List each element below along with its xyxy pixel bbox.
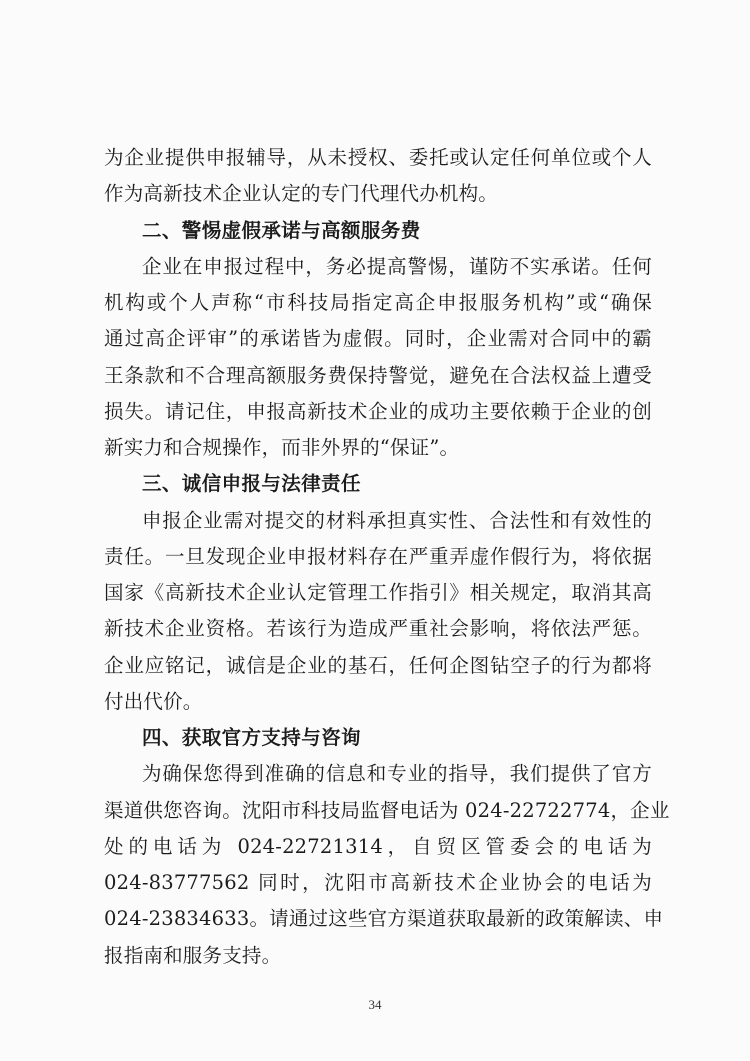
paragraph-line: 新实力和合规操作，而非外界的“保证”。	[104, 436, 460, 459]
paragraph-line: 机构或个人声称“市科技局指定高企申报服务机构”或“确保	[104, 291, 652, 314]
paragraph-line: 责任。一旦发现企业申报材料存在严重弄虚作假行为，将依据	[104, 544, 652, 568]
paragraph-line: 渠道供您咨询。沈阳市科技局监督电话为 024-22722774，企业	[104, 798, 670, 822]
paragraph-line: 损失。请记住，申报高新技术企业的成功主要依赖于企业的创	[104, 399, 652, 423]
paragraph-line: 企业应铭记，诚信是企业的基石，任何企图钻空子的行为都将	[104, 653, 652, 677]
paragraph-line: 报指南和服务支持。	[104, 943, 282, 967]
section-heading: 二、警惕虚假承诺与高额服务费	[142, 218, 421, 242]
paragraph-line: 为确保您得到准确的信息和专业的指导，我们提供了官方	[142, 762, 652, 786]
page-number: 34	[368, 996, 382, 1012]
paragraph-line: 024-23834633。请通过这些官方渠道获取最新的政策解读、申	[104, 907, 664, 931]
paragraph-line: 通过高企评审”的承诺皆为虚假。同时，企业需对合同中的霸	[104, 327, 652, 351]
paragraph-line: 处的电话为 024-22721314，自贸区管委会的电话为	[104, 834, 652, 858]
section-heading: 四、获取官方支持与咨询	[142, 726, 361, 749]
section-heading: 三、诚信申报与法律责任	[142, 472, 361, 496]
paragraph-line: 为企业提供申报辅导，从未授权、委托或认定任何单位或个人	[104, 146, 652, 169]
paragraph-line: 新技术企业资格。若该行为造成严重社会影响，将依法严惩。	[104, 617, 652, 641]
paragraph-line: 王条款和不合理高额服务费保持警觉，避免在合法权益上遭受	[104, 363, 652, 387]
paragraph-line: 付出代价。	[104, 689, 203, 713]
paragraph-line: 作为高新技术企业认定的专门代理代办机构。	[104, 182, 499, 206]
paragraph-line: 国家《高新技术企业认定管理工作指引》相关规定，取消其高	[104, 581, 652, 604]
paragraph-line: 024-83777562 同时，沈阳市高新技术企业协会的电话为	[104, 871, 652, 894]
paragraph-line: 申报企业需对提交的材料承担真实性、合法性和有效性的	[142, 508, 652, 532]
paragraph-line: 企业在申报过程中，务必提高警惕，谨防不实承诺。任何	[142, 254, 652, 278]
